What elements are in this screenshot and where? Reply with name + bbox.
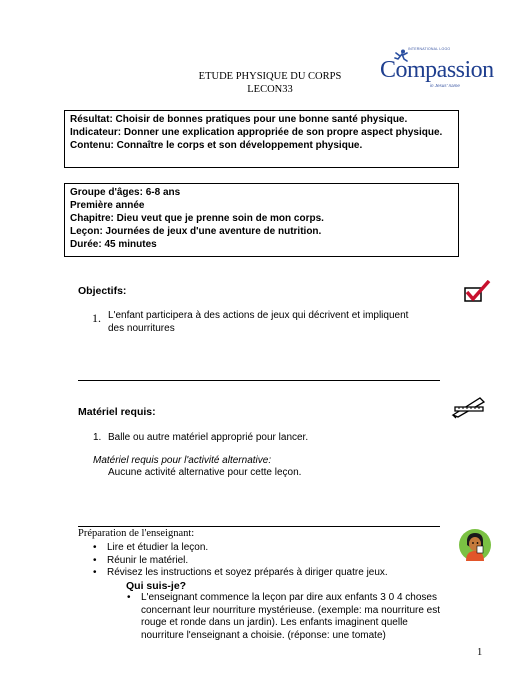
outcome-box (64, 110, 459, 168)
logo-small-text: INTERNATIONAL LOGO (408, 47, 451, 51)
list-item: • Révisez les instructions et soyez préparés à diriger quatre jeux. (93, 567, 423, 580)
materials-title: Matériel requis: (78, 406, 156, 418)
list-item: • L'enseignant commence la leçon par dire aux enfants 3 0 4 choses concernant leur nourriture mystérieuse. (exemple: ma nourriture est rouge et ronde dans un jardin). Les enfants imaginent quelle nourriture l'enseignant a choisie. (réponse: une tomate) (127, 592, 445, 642)
list-item: • Lire et étudier la leçon. (93, 542, 423, 555)
divider-line (78, 526, 440, 527)
material-number: 1. (93, 432, 102, 443)
list-item: • Réunir le matériel. (93, 555, 423, 568)
objective-number: 1. (92, 311, 101, 325)
objective-text: L'enfant participera à des actions de jeux qui décrivent et impliquent des nourritures (108, 310, 409, 334)
resultat-text: Résultat: Choisir de bonnes pratiques pour une bonne santé physique. (70, 114, 408, 125)
contenu-text: Contenu: Connaître le corps et son développement physique. (70, 140, 363, 151)
age-group-text: Groupe d'âges: 6-8 ans (70, 187, 181, 198)
logo-tagline: in Jesus' name (430, 83, 460, 88)
page-number: 1 (477, 647, 483, 658)
alt-material-title: Matériel requis pour l'activité alternative: (93, 455, 272, 466)
objectives-title: Objectifs: (78, 285, 127, 297)
pencil-ruler-icon (450, 395, 488, 419)
checkbox-icon (463, 280, 491, 304)
indicateur-text: Indicateur: Donner une explication appropriée de son propre aspect physique. (70, 127, 443, 138)
preparation-list (93, 542, 423, 580)
preparation-title: Préparation de l'enseignant: (78, 528, 195, 539)
lesson-number: LECON33 (247, 84, 293, 95)
chapter-text: Chapitre: Dieu veut que je prenne soin de mon corps. (70, 213, 324, 224)
lesson-info-box (64, 183, 459, 257)
duration-text: Durée: 45 minutes (70, 239, 157, 250)
divider-line (78, 380, 440, 381)
material-text: Balle ou autre matériel approprié pour lancer. (108, 432, 309, 443)
logo-wordmark: Compassion (380, 57, 494, 83)
teacher-icon (458, 528, 492, 562)
year-text: Première année (70, 200, 145, 211)
alt-material-text: Aucune activité alternative pour cette leçon. (108, 467, 302, 478)
game-title: Qui suis-je? (126, 580, 187, 592)
document-header (150, 70, 390, 96)
lesson-text: Leçon: Journées de jeux d'une aventure de nutrition. (70, 226, 322, 237)
game-list (127, 592, 445, 642)
compassion-logo (380, 45, 494, 95)
document-title: ETUDE PHYSIQUE DU CORPS (198, 71, 342, 82)
